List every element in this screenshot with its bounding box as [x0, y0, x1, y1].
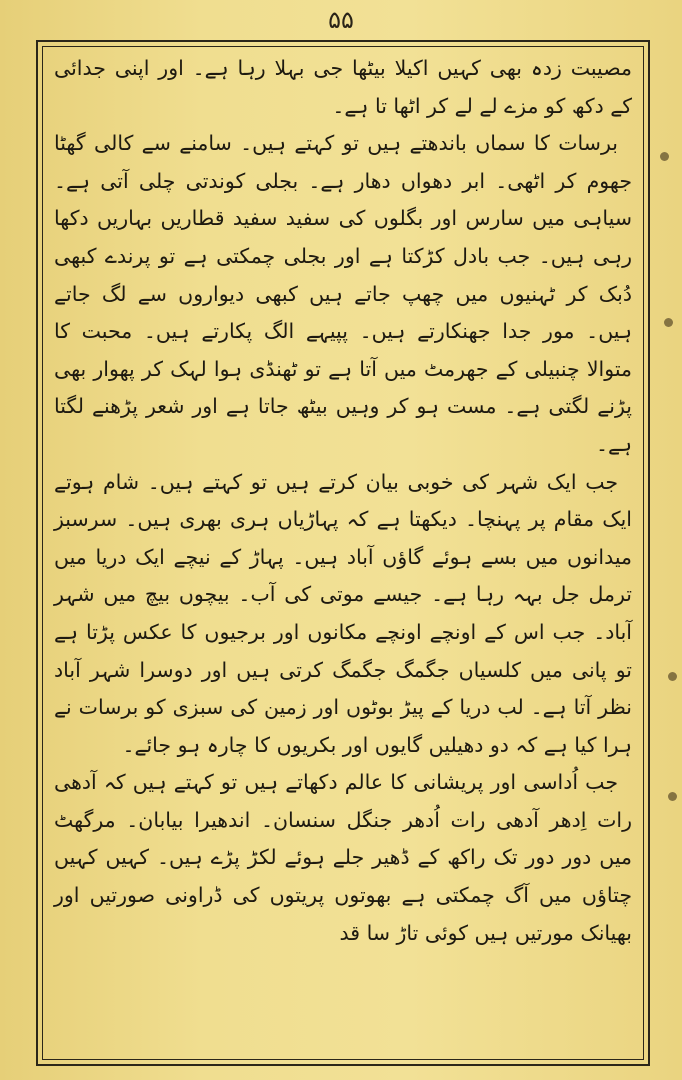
paragraph: جب ایک شہر کی خوبی بیان کرتے ہیں تو کہتے ہیں۔ شام ہوتے ایک مقام پر پہنچا۔ دیکھتا ہے کہ پہاڑیاں ہری بھری ہیں۔ سرسبز میدانوں میں بسے ہوئے گاؤں آباد ہیں۔ پہاڑ کے نیچے ایک دریا میں ترمل جل بہہ رہا ہے۔ جیسے موتی کی آب۔ بیچوں بیچ میں شہر آباد۔ جب اس کے اونچے اونچے مکانوں اور برجیوں کا عکس پڑتا ہے تو پانی میں کلسیاں جگمگ جگمگ کرتی ہیں اور دوسرا شہر آباد نظر آتا ہے۔ لب دریا کے پیڑ بوٹوں اور زمین کی سبزی کو برسات نے ہرا کیا ہے کہ دو دھیلیں گایوں اور بکریوں کا چارہ ہو جائے۔	[54, 469, 632, 757]
paragraph: مصیبت زدہ بھی کہیں اکیلا بیٹھا جی بہلا رہا ہے۔ اور اپنی جدائی کے دکھ کو مزے لے لے کر اٹھا تا ہے۔	[54, 56, 632, 118]
page-number: ۵۵	[328, 6, 354, 34]
punch-hole-mark	[664, 318, 673, 327]
punch-hole-mark	[668, 672, 677, 681]
paragraph: جب اُداسی اور پریشانی کا عالم دکھاتے ہیں تو کہتے ہیں کہ آدھی رات اِدھر آدھی رات اُدھر جنگل سنسان۔ اندھیرا بیابان۔ مرگھٹ میں دور دور تک راکھ کے ڈھیر جلے ہوئے لکڑ پڑے ہیں۔ کہیں کہیں چتاؤں میں آگ چمکتی ہے بھوتوں پریتوں کی ڈراونی صورتیں اور بھیانک مورتیں ہیں کوئی تاڑ سا قد	[54, 770, 632, 945]
punch-hole-mark	[660, 152, 669, 161]
body-text	[54, 50, 632, 1050]
punch-hole-mark	[668, 792, 677, 801]
paragraph: برسات کا سماں باندھتے ہیں تو کہتے ہیں۔ سامنے سے کالی گھٹا جھوم کر اٹھی۔ ابر دھواں دھار ہے۔ بجلی کوندتی چلی آتی ہے۔ سیاہی میں سارس اور بگلوں کی سفید سفید قطاریں بہاریں دکھا رہی ہیں۔ جب بادل کڑکتا ہے اور بجلی چمکتی ہے تو پرندے کبھی دُبک کر ٹہنیوں میں چھپ جاتے ہیں کبھی دیواروں سے لگ جاتے ہیں۔ مور جدا جھنکارتے ہیں۔ پپیہے الگ پکارتے ہیں۔ محبت کا متوالا چنبیلی کے جھرمٹ میں آتا ہے تو ٹھنڈی ہوا لہک کر پھوار بھی پڑنے لگتی ہے۔ مست ہو کر وہیں بیٹھ جاتا ہے اور شعر پڑھنے لگتا ہے۔	[54, 131, 632, 456]
